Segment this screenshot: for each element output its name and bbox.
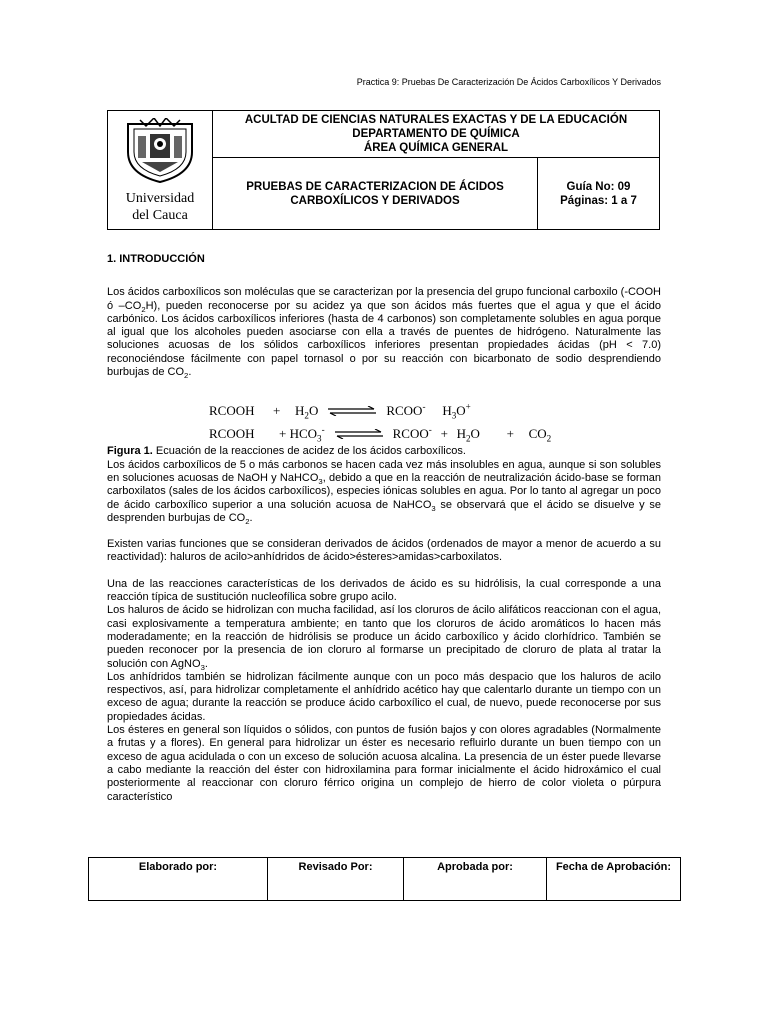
guide-title-line2: CARBOXÍLICOS Y DERIVADOS — [290, 194, 460, 207]
paragraph-acid-halides: Los haluros de ácido se hidrolizan con mucha facilidad, así los cloruros de ácilo alifáticos reaccionan con el agua, casi explosivamente a temperatura ambiente; en tanto que los cloruros de ácido aromáticos lo hacen más moderadamente; en la reacción de hidrólisis se produce un ácido carboxílico y ácido clorhídrico. También se pueden reconocer por la presencia de ion cloruro al formarse un precipitado de cloruro de plata al tratar la solución con AgNO$_3$. — [107, 604, 661, 672]
equilibrium-arrow-icon — [326, 406, 378, 416]
guide-title-line1: PRUEBAS DE CARACTERIZACION DE ÁCIDOS — [246, 180, 504, 193]
elaborated-by-cell: Elaborado por: — [89, 858, 268, 901]
area-name: ÁREA QUÍMICA GENERAL — [363, 142, 509, 154]
approval-date-cell: Fecha de Aprobación: — [547, 858, 681, 901]
logo-name-line2: del Cauca — [132, 207, 188, 223]
reviewed-by-cell: Revisado Por: — [268, 858, 404, 901]
faculty-cell — [213, 111, 660, 158]
equation-1: RCOOH + $H_2O$ RCOO- $H_3O^+$ — [209, 401, 471, 421]
page-count: Páginas: 1 a 7 — [560, 194, 637, 207]
section-heading: 1. INTRODUCCIÓN — [107, 253, 205, 265]
department-name: DEPARTAMENTO DE QUÍMICA — [352, 128, 520, 140]
paragraph-esters: Los ésteres en general son líquidos o sólidos, con puntos de fusión bajos y con olores agradables (Normalmente a frutas y a flores). En general para hidrolizar un éster es necesario refluirlo durante un buen tiempo con un exceso de agua acidulada o con un exceso de solución acuosa alcalina. La presencia de un éster puede llevarse a cabo mediante la reacción del éster con hidroxilamina para formar inicialmente el ácido hidroxámico el cual posteriormente al reaccionar con cloruro férrico origina un complejo de hierro de color violeta o púrpura característico — [107, 724, 661, 803]
intro-paragraph: Los ácidos carboxílicos son moléculas que se caracterizan por la presencia del grupo funcional carboxilo (-COOH ó $-CO_2H$), pueden reconocerse por su acidez ya que son ácidos más fuertes que el agua y que el ácido carbónico. Los ácidos carboxílicos inferiores (hasta de 4 carbonos) son completamente solubles en agua porque al igual que los alcoholes pueden asociarse con ella a través de puentes de hidrógeno. Naturalmente las soluciones acuosas de los sólidos carboxílicos inferiores presentan propiedades ácidas (pH < 7.0) reconociéndose fácilmente con papel tornasol o por su reacción con bicarbonato de sodio desprendiendo burbujas de $CO_2$. — [107, 286, 662, 381]
running-header: Practica 9: Pruebas De Caracterización De Ácidos Carboxílicos Y Derivados — [356, 77, 661, 87]
paragraph-hydrolysis: Una de las reacciones características de los derivados de ácido es su hidrólisis, la cual corresponde a una reacción típica de sustitución nucleofílica sobre grupo acilo. — [107, 577, 661, 604]
guide-number: Guía No: 09 — [566, 180, 631, 193]
document-header-table — [107, 110, 660, 230]
logo-name-line1: Universidad — [125, 190, 195, 206]
guide-title-cell — [213, 158, 538, 230]
reaction-equations — [209, 399, 661, 445]
document-body — [107, 253, 661, 804]
paragraph-anhydrides: Los anhídridos también se hidrolizan fácilmente aunque con un poco más despacio que los haluros de acilo respectivos, así, para hidrolizar completamente el anhídrido acético hay que calentarlo durante un tiempo con un exceso de agua; durante la reacción se produce ácido carboxílico el cual, de nuevo, puede reconocerse por sus propiedades ácidas. — [107, 670, 661, 723]
guide-info-cell — [538, 158, 660, 230]
university-logo — [108, 111, 213, 230]
approved-by-cell: Aprobada por: — [404, 858, 547, 901]
paragraph-solubility: Los ácidos carboxílicos de 5 o más carbonos se hacen cada vez más insolubles en agua, aunque si son solubles en soluciones acuosas de NaOH y NaHCO$_3$, debido a que en la reacción de neutralización ácido-base se forman carboxilatos (sales de los ácidos carboxílicos), especies iónicas solubles en agua. Por lo tanto al agregar un poco de ácido carboxílico superior a una solución acuosa de NaHCO$_3$ se observará que el ácido se disuelve y se desprenden burbujas de $CO_2$. — [107, 458, 661, 527]
equation-2: RCOOH + $HCO_3^-$ RCOO- + $H_2O$ + $CO_2$ — [209, 424, 552, 444]
university-seal-icon — [120, 118, 200, 184]
figure-caption: Figura 1. Ecuación de la reacciones de acidez de los ácidos carboxílicos. — [107, 445, 466, 458]
paragraph-derivatives: Existen varias funciones que se consideran derivados de ácidos (ordenados de mayor a menor de acuerdo a su reactividad): haluros de acilo>anhídridos de ácido>ésteres>amidas>carboxilatos. — [107, 538, 661, 564]
equilibrium-arrow-icon — [333, 429, 385, 439]
approval-table — [88, 857, 681, 901]
faculty-name: ACULTAD DE CIENCIAS NATURALES EXACTAS Y DE LA EDUCACIÓN — [244, 114, 628, 126]
